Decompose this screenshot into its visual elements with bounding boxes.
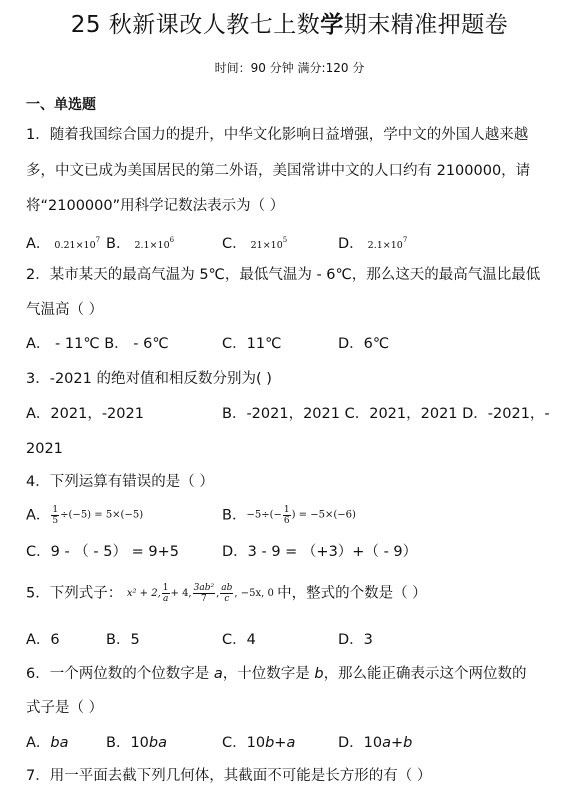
q1-option-c: C． $21\times 10^5$ [222, 235, 288, 252]
exam-title: 25 秋新课改人教七上数学期末精准押题卷 [70, 12, 509, 38]
q4-option-d: D．3 - 9 = （+3）+（ - 9） [222, 544, 418, 560]
q2-option-c: C．11℃ [222, 336, 282, 352]
q1-option-b: B． $2.1\times 10^6$ [106, 235, 175, 252]
q3-line-continued: 2021 [26, 441, 63, 457]
q4-line-1: 4．下列运算有错误的是（ ） [26, 474, 214, 490]
q3-options-b-c-d: B．-2021，2021 C．2021，2021 D．-2021，- [222, 406, 550, 422]
q6-option-b: B．10ba [106, 735, 167, 751]
q2-options-a-b: A． - 11℃ B． - 6℃ [26, 336, 169, 352]
q2-option-d: D．6℃ [338, 336, 390, 352]
q4-option-a: A． $\frac{1}{5}$ ÷(−5) = 5×(−5) [26, 505, 144, 526]
q5-option-b: B．5 [106, 632, 140, 648]
q2-line-1: 2．某市某天的最高气温为 5℃，最低气温为 - 6℃，那么这天的最高气温比最低 [26, 267, 541, 283]
q1-line-3: 将“2100000”用科学记数法表示为（ ） [26, 198, 285, 214]
q5-line-1: 5．下列式子： x² + 2, $\frac{1}{a}$ + 4, $\frac{\text{3ab²}}{7}$ , $\frac{ab}{c}$ , −5x, 0 中，整式的个数是（ ） [26, 583, 427, 604]
q6-line-2: 式子是（ ） [26, 700, 104, 716]
q5-expression-list: x² + 2, $\frac{1}{a}$ + 4, $\frac{\text{3ab²}}{7}$ , $\frac{ab}{c}$ , −5x, 0 [126, 583, 274, 604]
q4-option-c: C．9 - （ - 5） = 9+5 [26, 544, 179, 560]
q1-option-a: A． $0.21\times 10^7$ [26, 235, 101, 252]
q6-option-a: A．ba [26, 735, 69, 751]
q5-option-d: D．3 [338, 632, 373, 648]
exam-time-and-score: 时间：90 分钟 满分:120 分 [214, 61, 365, 75]
q1-line-1: 1．随着我国综合国力的提升，中华文化影响日益增强，学中文的外国人越来越 [26, 127, 529, 143]
q1-option-d: D． $2.1\times 10^7$ [338, 235, 408, 252]
q2-line-2: 气温高（ ） [26, 302, 104, 318]
q3-line-1: 3．-2021 的绝对值和相反数分别为( ) [26, 371, 272, 387]
q5-option-a: A．6 [26, 632, 60, 648]
section-heading: 一、单选题 [26, 97, 96, 113]
q5-option-c: C．4 [222, 632, 256, 648]
q6-line-1: 6．一个两位数的个位数字是 a，十位数字是 b，那么能正确表示这个两位数的 [26, 666, 527, 682]
q6-option-c: C．10b+a [222, 735, 296, 751]
q7-line-1: 7．用一平面去截下列几何体，其截面不可能是长方形的有（ ） [26, 768, 432, 784]
q1-line-2: 多，中文已成为美国居民的第二外语，美国常讲中文的人口约有 2100000，请 [26, 163, 531, 179]
q4-option-b: B．−5÷(− $\frac{1}{6}$ ) = −5×(−6) [222, 505, 356, 526]
q3-option-a: A．2021，-2021 [26, 406, 144, 422]
q6-option-d: D．10a+b [338, 735, 413, 751]
